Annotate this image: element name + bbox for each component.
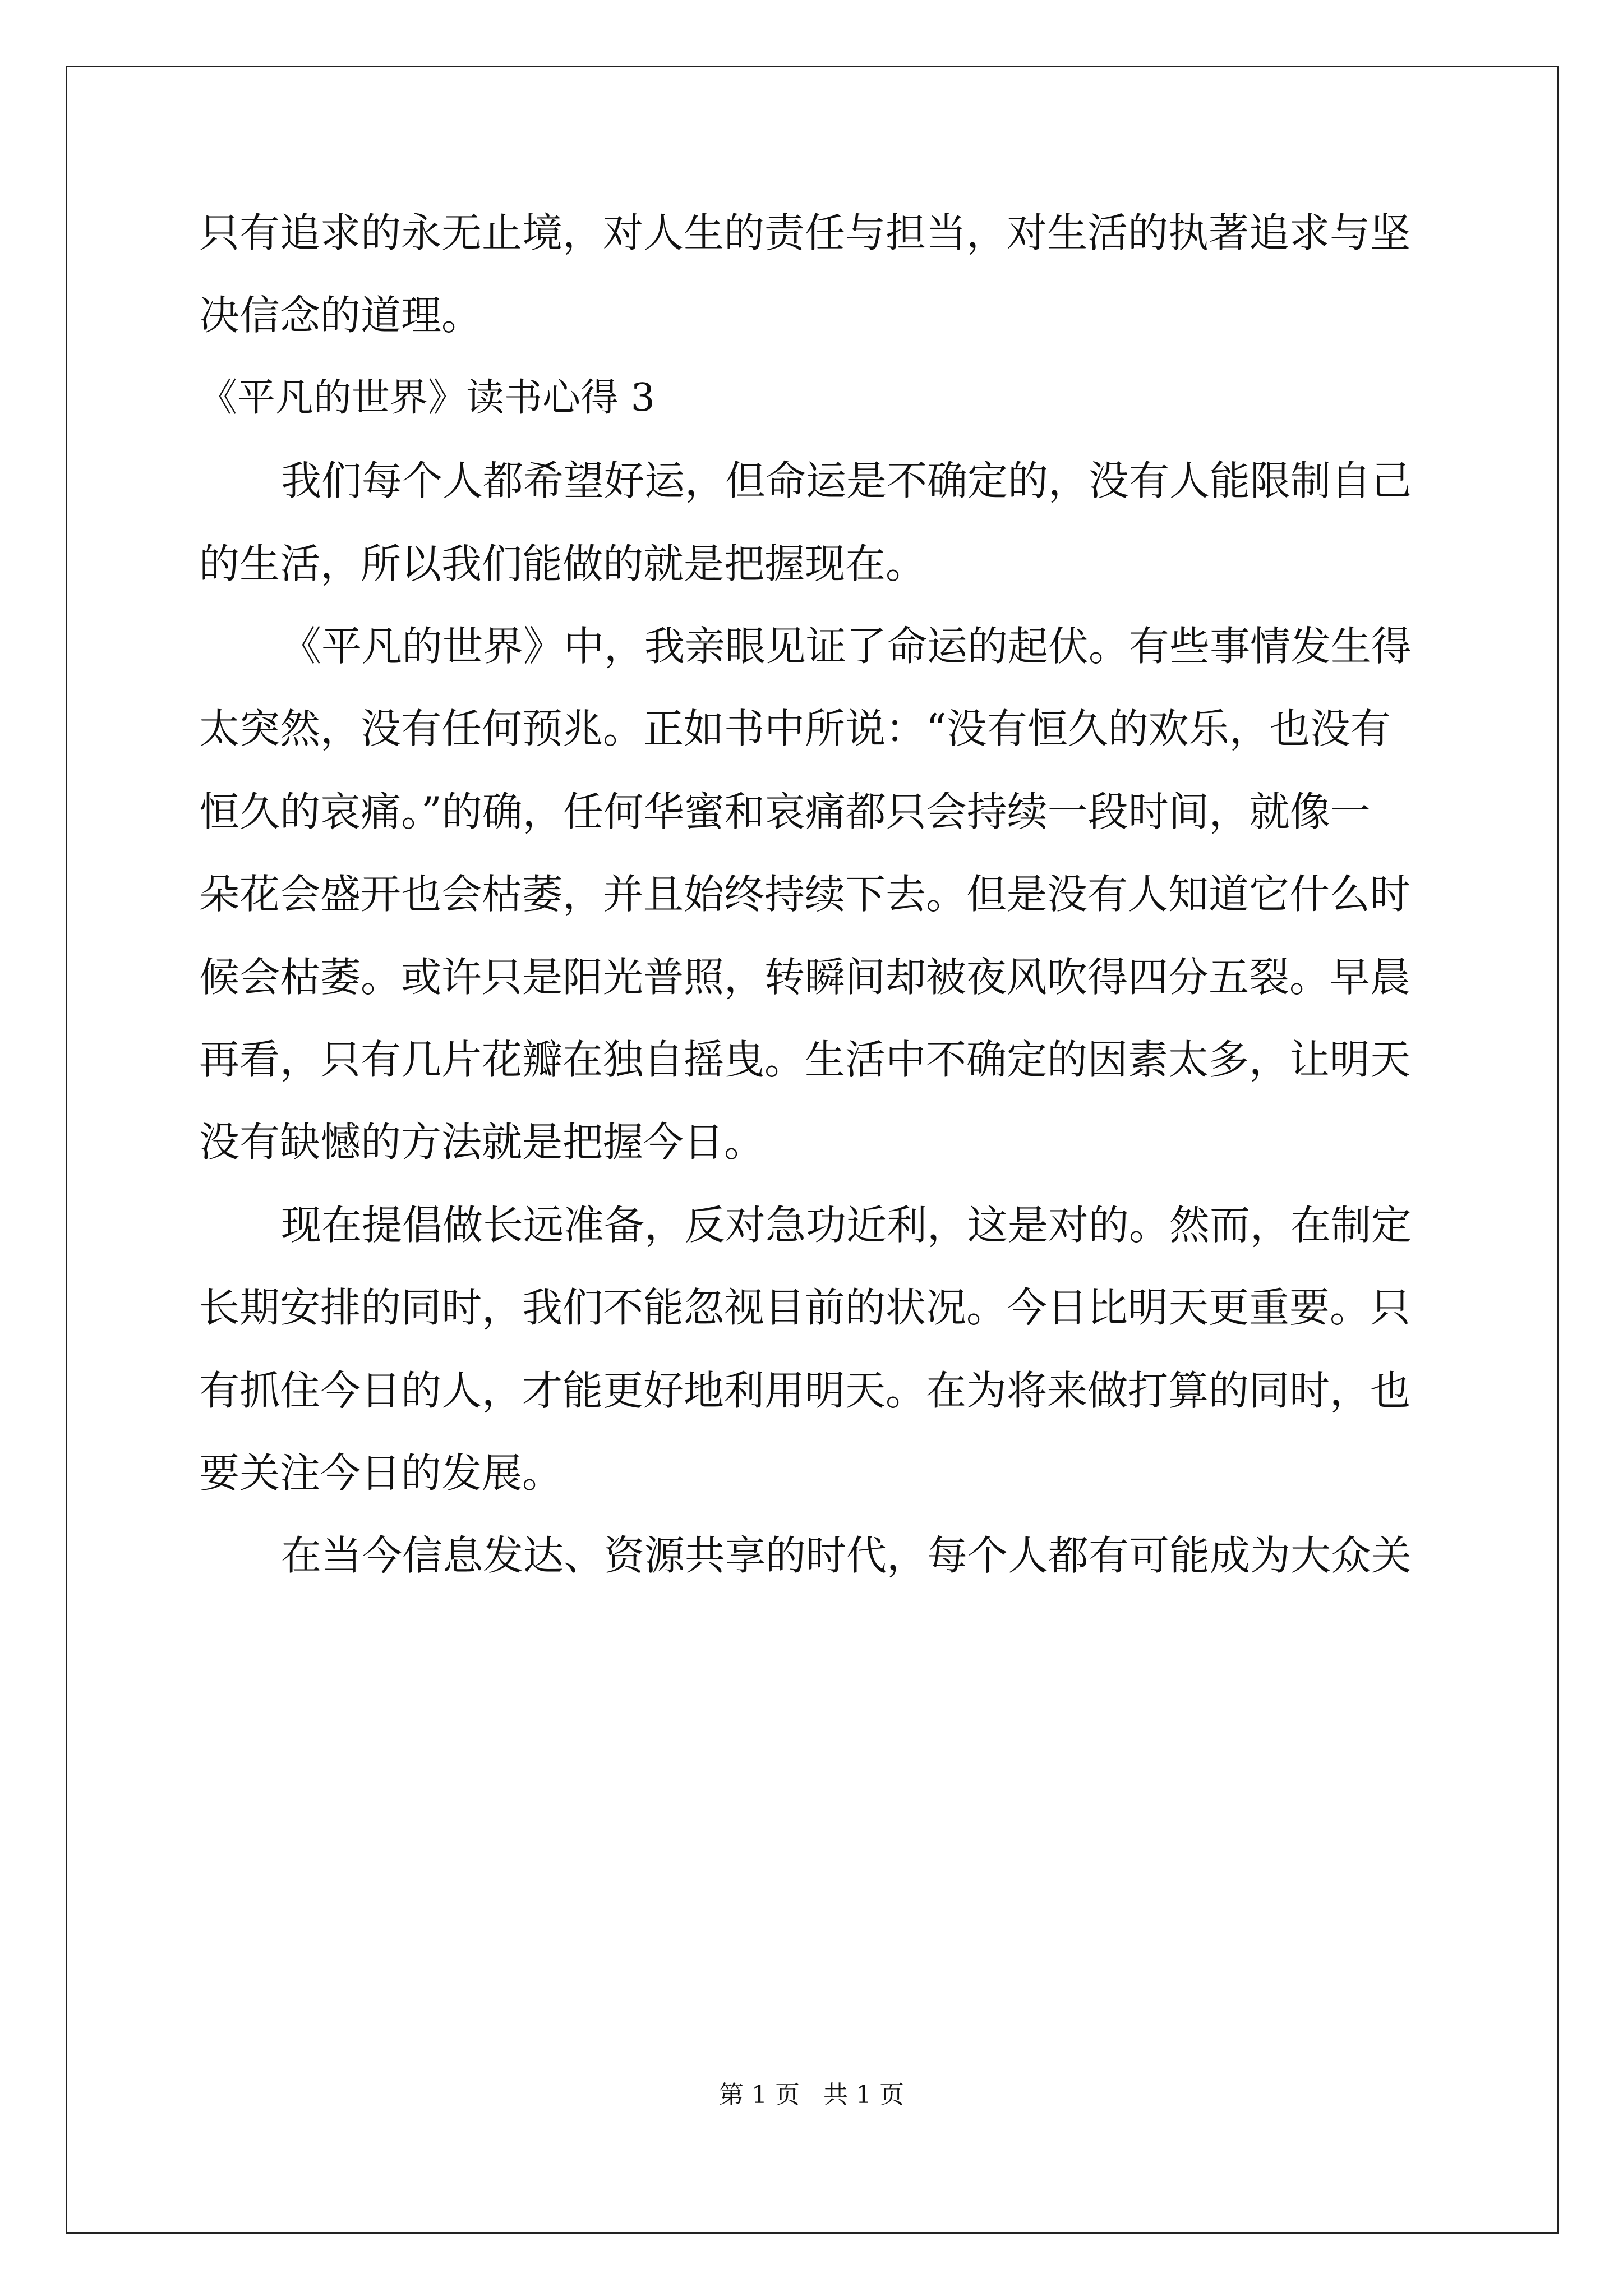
paragraph-line: 候会枯萎。或许只是阳光普照，转瞬间却被夜风吹得四分五裂。早晨 (199, 954, 1411, 1001)
paragraph-line: 在当今信息发达、资源共享的时代，每个人都有可能成为大众关 (281, 1532, 1412, 1579)
paragraph-line: 恒久的哀痛。”的确，任何华蜜和哀痛都只会持续一段时间，就像一 (199, 788, 1371, 835)
paragraph-line: 要关注今日的发展。 (199, 1450, 563, 1497)
paragraph-line: 现在提倡做长远准备，反对急功近利，这是对的。然而，在制定 (281, 1202, 1412, 1249)
paragraph-line: 朵花会盛开也会枯萎，并且始终持续下去。但是没有人知道它什么时 (199, 871, 1411, 918)
paragraph-line: 只有追求的永无止境，对人生的责任与担当，对生活的执著追求与坚 (199, 209, 1411, 256)
paragraph-line: 再看，只有几片花瓣在独自摇曳。生活中不确定的因素太多，让明天 (199, 1036, 1411, 1083)
paragraph-line: 决信念的道理。 (199, 292, 482, 339)
paragraph-line: 太突然，没有任何预兆。正如书中所说：“没有恒久的欢乐，也没有 (199, 705, 1391, 752)
section-heading: 《平凡的世界》读书心得 3 (199, 376, 655, 420)
paragraph-line: 长期安排的同时，我们不能忽视目前的状况。今日比明天更重要。只 (199, 1284, 1411, 1331)
paragraph-line: 有抓住今日的人，才能更好地利用明天。在为将来做打算的同时，也 (199, 1367, 1411, 1414)
paragraph-line: 的生活，所以我们能做的就是把握现在。 (199, 540, 926, 587)
paragraph-line: 我们每个人都希望好运，但命运是不确定的，没有人能限制自己 (281, 457, 1412, 504)
page-number-footer: 第 1 页 共 1 页 (719, 2081, 904, 2109)
paragraph-line: 《平凡的世界》中，我亲眼见证了命运的起伏。有些事情发生得 (281, 623, 1412, 670)
paragraph-line: 没有缺憾的方法就是把握今日。 (199, 1119, 765, 1166)
